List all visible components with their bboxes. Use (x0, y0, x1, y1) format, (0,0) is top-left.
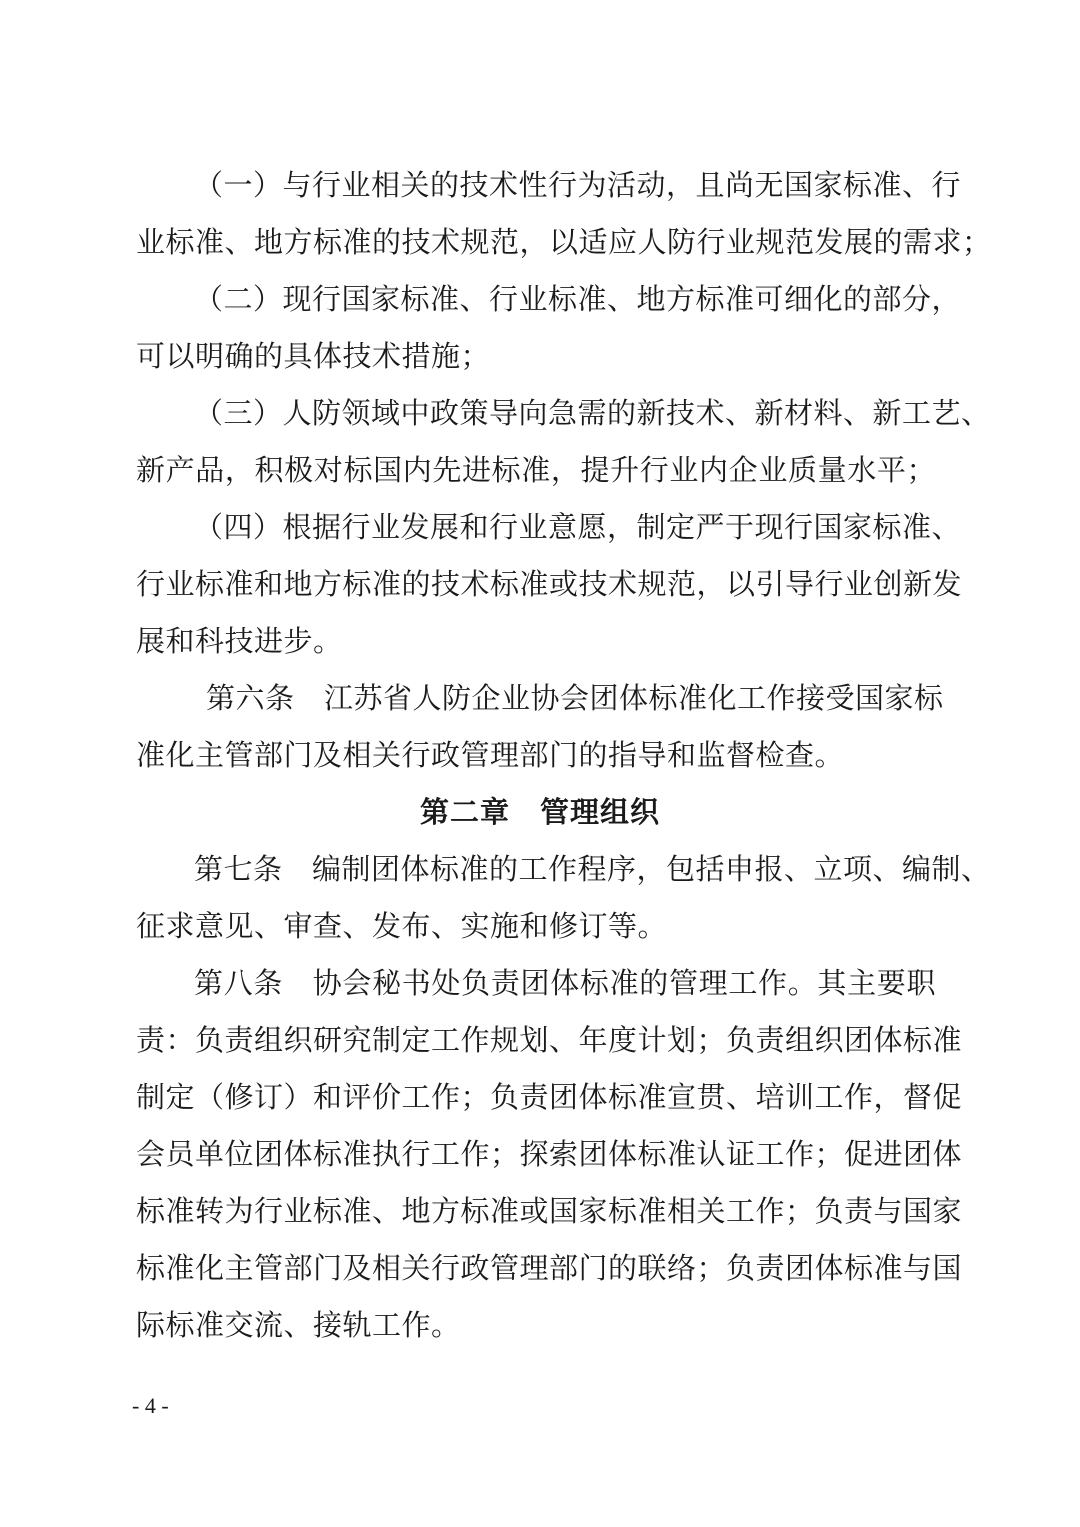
paragraph-line: 新产品，积极对标国内先进标准，提升行业内企业质量水平； (136, 453, 936, 487)
paragraph-line: 业标准、地方标准的技术规范，以适应人防行业规范发展的需求； (136, 225, 992, 259)
paragraph-line: 标准转为行业标准、地方标准或国家标准相关工作；负责与国家 (136, 1194, 963, 1228)
page-number: - 4 - (132, 1393, 169, 1418)
paragraph-line: 准化主管部门及相关行政管理部门的指导和监督检查。 (136, 738, 845, 772)
paragraph-line: （四）根据行业发展和行业意愿，制定严于现行国家标准、 (194, 510, 962, 544)
article-7-line: 第七条 编制团体标准的工作程序，包括申报、立项、编制、 (194, 852, 991, 886)
paragraph-line: 征求意见、审查、发布、实施和修订等。 (136, 909, 668, 943)
paragraph-line: 际标准交流、接轨工作。 (136, 1308, 461, 1342)
article-8-line: 第八条 协会秘书处负责团体标准的管理工作。其主要职 (194, 966, 936, 1000)
paragraph-line: （一）与行业相关的技术性行为活动，且尚无国家标准、行 (194, 168, 962, 202)
paragraph-line: （三）人防领域中政策导向急需的新技术、新材料、新工艺、 (194, 396, 991, 430)
paragraph-line: 可以明确的具体技术措施； (136, 339, 491, 373)
paragraph-line: 行业标准和地方标准的技术标准或技术规范，以引导行业创新发 (136, 567, 963, 601)
paragraph-line: 展和科技进步。 (136, 624, 343, 658)
paragraph-line: 会员单位团体标准执行工作；探索团体标准认证工作；促进团体 (136, 1137, 963, 1171)
paragraph-line: 制定（修订）和评价工作；负责团体标准宣贯、培训工作，督促 (136, 1080, 963, 1114)
paragraph-line: 责：负责组织研究制定工作规划、年度计划；负责组织团体标准 (136, 1023, 963, 1057)
paragraph-line: 标准化主管部门及相关行政管理部门的联络；负责团体标准与国 (136, 1251, 963, 1285)
chapter-heading: 第二章 管理组织 (419, 795, 660, 829)
paragraph-line: （二）现行国家标准、行业标准、地方标准可细化的部分， (194, 282, 962, 316)
article-6-line: 第六条 江苏省人防企业协会团体标准化工作接受国家标 (206, 681, 944, 715)
